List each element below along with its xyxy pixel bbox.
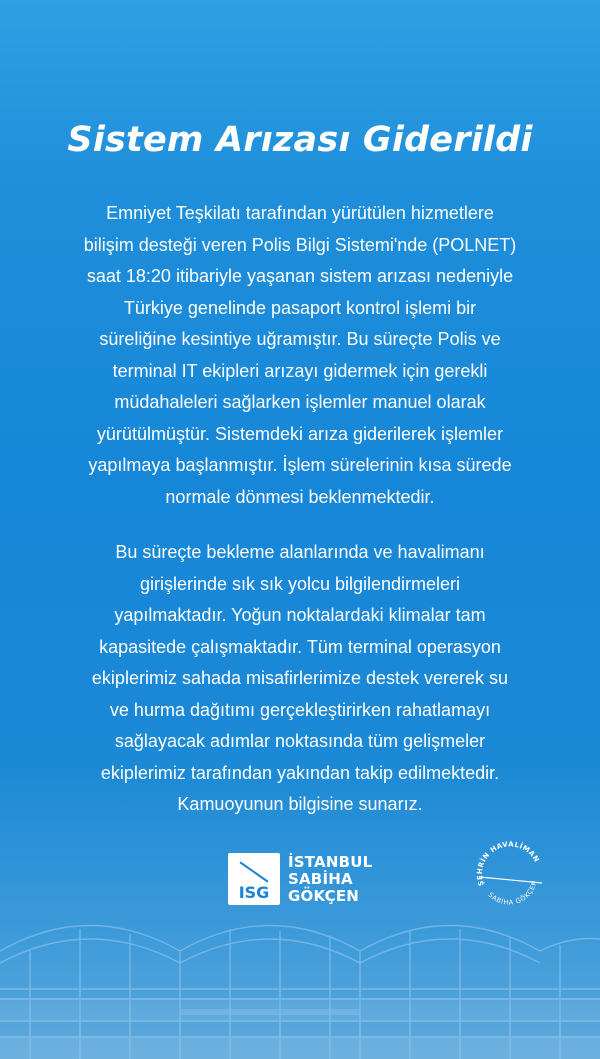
airport-name-line: SABİHA: [288, 869, 353, 888]
paragraph-line: ekiplerimiz tarafından yakından takip edilmektedir.: [100, 762, 500, 783]
announcement-paragraph-1: [40, 198, 560, 513]
seal-bottom-text: SABİHA GÖKÇEN: [486, 879, 539, 907]
isg-logo-text: ISG: [238, 883, 270, 902]
airport-name-line: GÖKÇEN: [288, 886, 360, 905]
paragraph-line: saat 18:20 itibariyle yaşanan sistem arızası nedeniyle: [86, 266, 514, 286]
seal-top-text: ŞEHRİN HAVALİMAN: [475, 840, 541, 887]
paragraph-line: yapılmaktadır. Yoğun noktalardaki klimalar tam: [114, 605, 486, 625]
paragraph-line: müdahaleleri sağlarken işlemler manuel olarak: [114, 392, 486, 412]
airport-name-line: İSTANBUL: [288, 852, 373, 871]
isg-logo-mark: [228, 853, 280, 905]
headline: Sistem Arızası Giderildi: [67, 120, 533, 160]
paragraph-line: süreliğine kesintiye uğramıştır. Bu süreçte Polis ve: [99, 329, 501, 349]
announcement-paragraph-2: [40, 537, 560, 821]
paragraph-line: ekiplerimiz sahada misafirlerimize destek vererek su: [91, 668, 509, 688]
paragraph-line: Türkiye genelinde pasaport kontrol işlemi bir: [123, 297, 477, 318]
airport-name: [288, 854, 372, 905]
paragraph-line: yürütülmüştür. Sistemdeki arıza giderilerek işlemler: [96, 423, 504, 444]
paragraph-line: normale dönmesi beklenmektedir.: [165, 486, 435, 507]
logo-slash-icon: [240, 861, 269, 882]
paragraph-line: girişlerinde sık sık yolcu bilgilendirmeleri: [139, 573, 461, 594]
paragraph-line: Kamuoyunun bilgisine sunarız.: [177, 794, 423, 814]
istanbul-sabiha-gokcen-logo: [228, 853, 372, 905]
paragraph-line: terminal IT ekipleri arızayı gidermek için gerekli: [112, 360, 488, 381]
paragraph-line: ve hurma dağıtımı gerçekleştirirken rahatlamayı: [109, 699, 491, 720]
paragraph-line: sağlayacak adımlar noktasında tüm gelişmeler: [114, 731, 486, 751]
paragraph-line: yapılmaya başlanmıştır. İşlem sürelerinin kısa sürede: [88, 455, 512, 475]
paragraph-line: Emniyet Teşkilatı tarafından yürütülen hizmetlere: [106, 203, 494, 223]
paragraph-line: bilişim desteği veren Polis Bilgi Sistemi'nde (POLNET): [83, 234, 517, 255]
sehrin-havalimani-seal: [470, 838, 550, 918]
paragraph-line: Bu süreçte bekleme alanlarında ve havalimanı: [115, 542, 485, 562]
paragraph-line: kapasitede çalışmaktadır. Tüm terminal operasyon: [99, 636, 501, 657]
